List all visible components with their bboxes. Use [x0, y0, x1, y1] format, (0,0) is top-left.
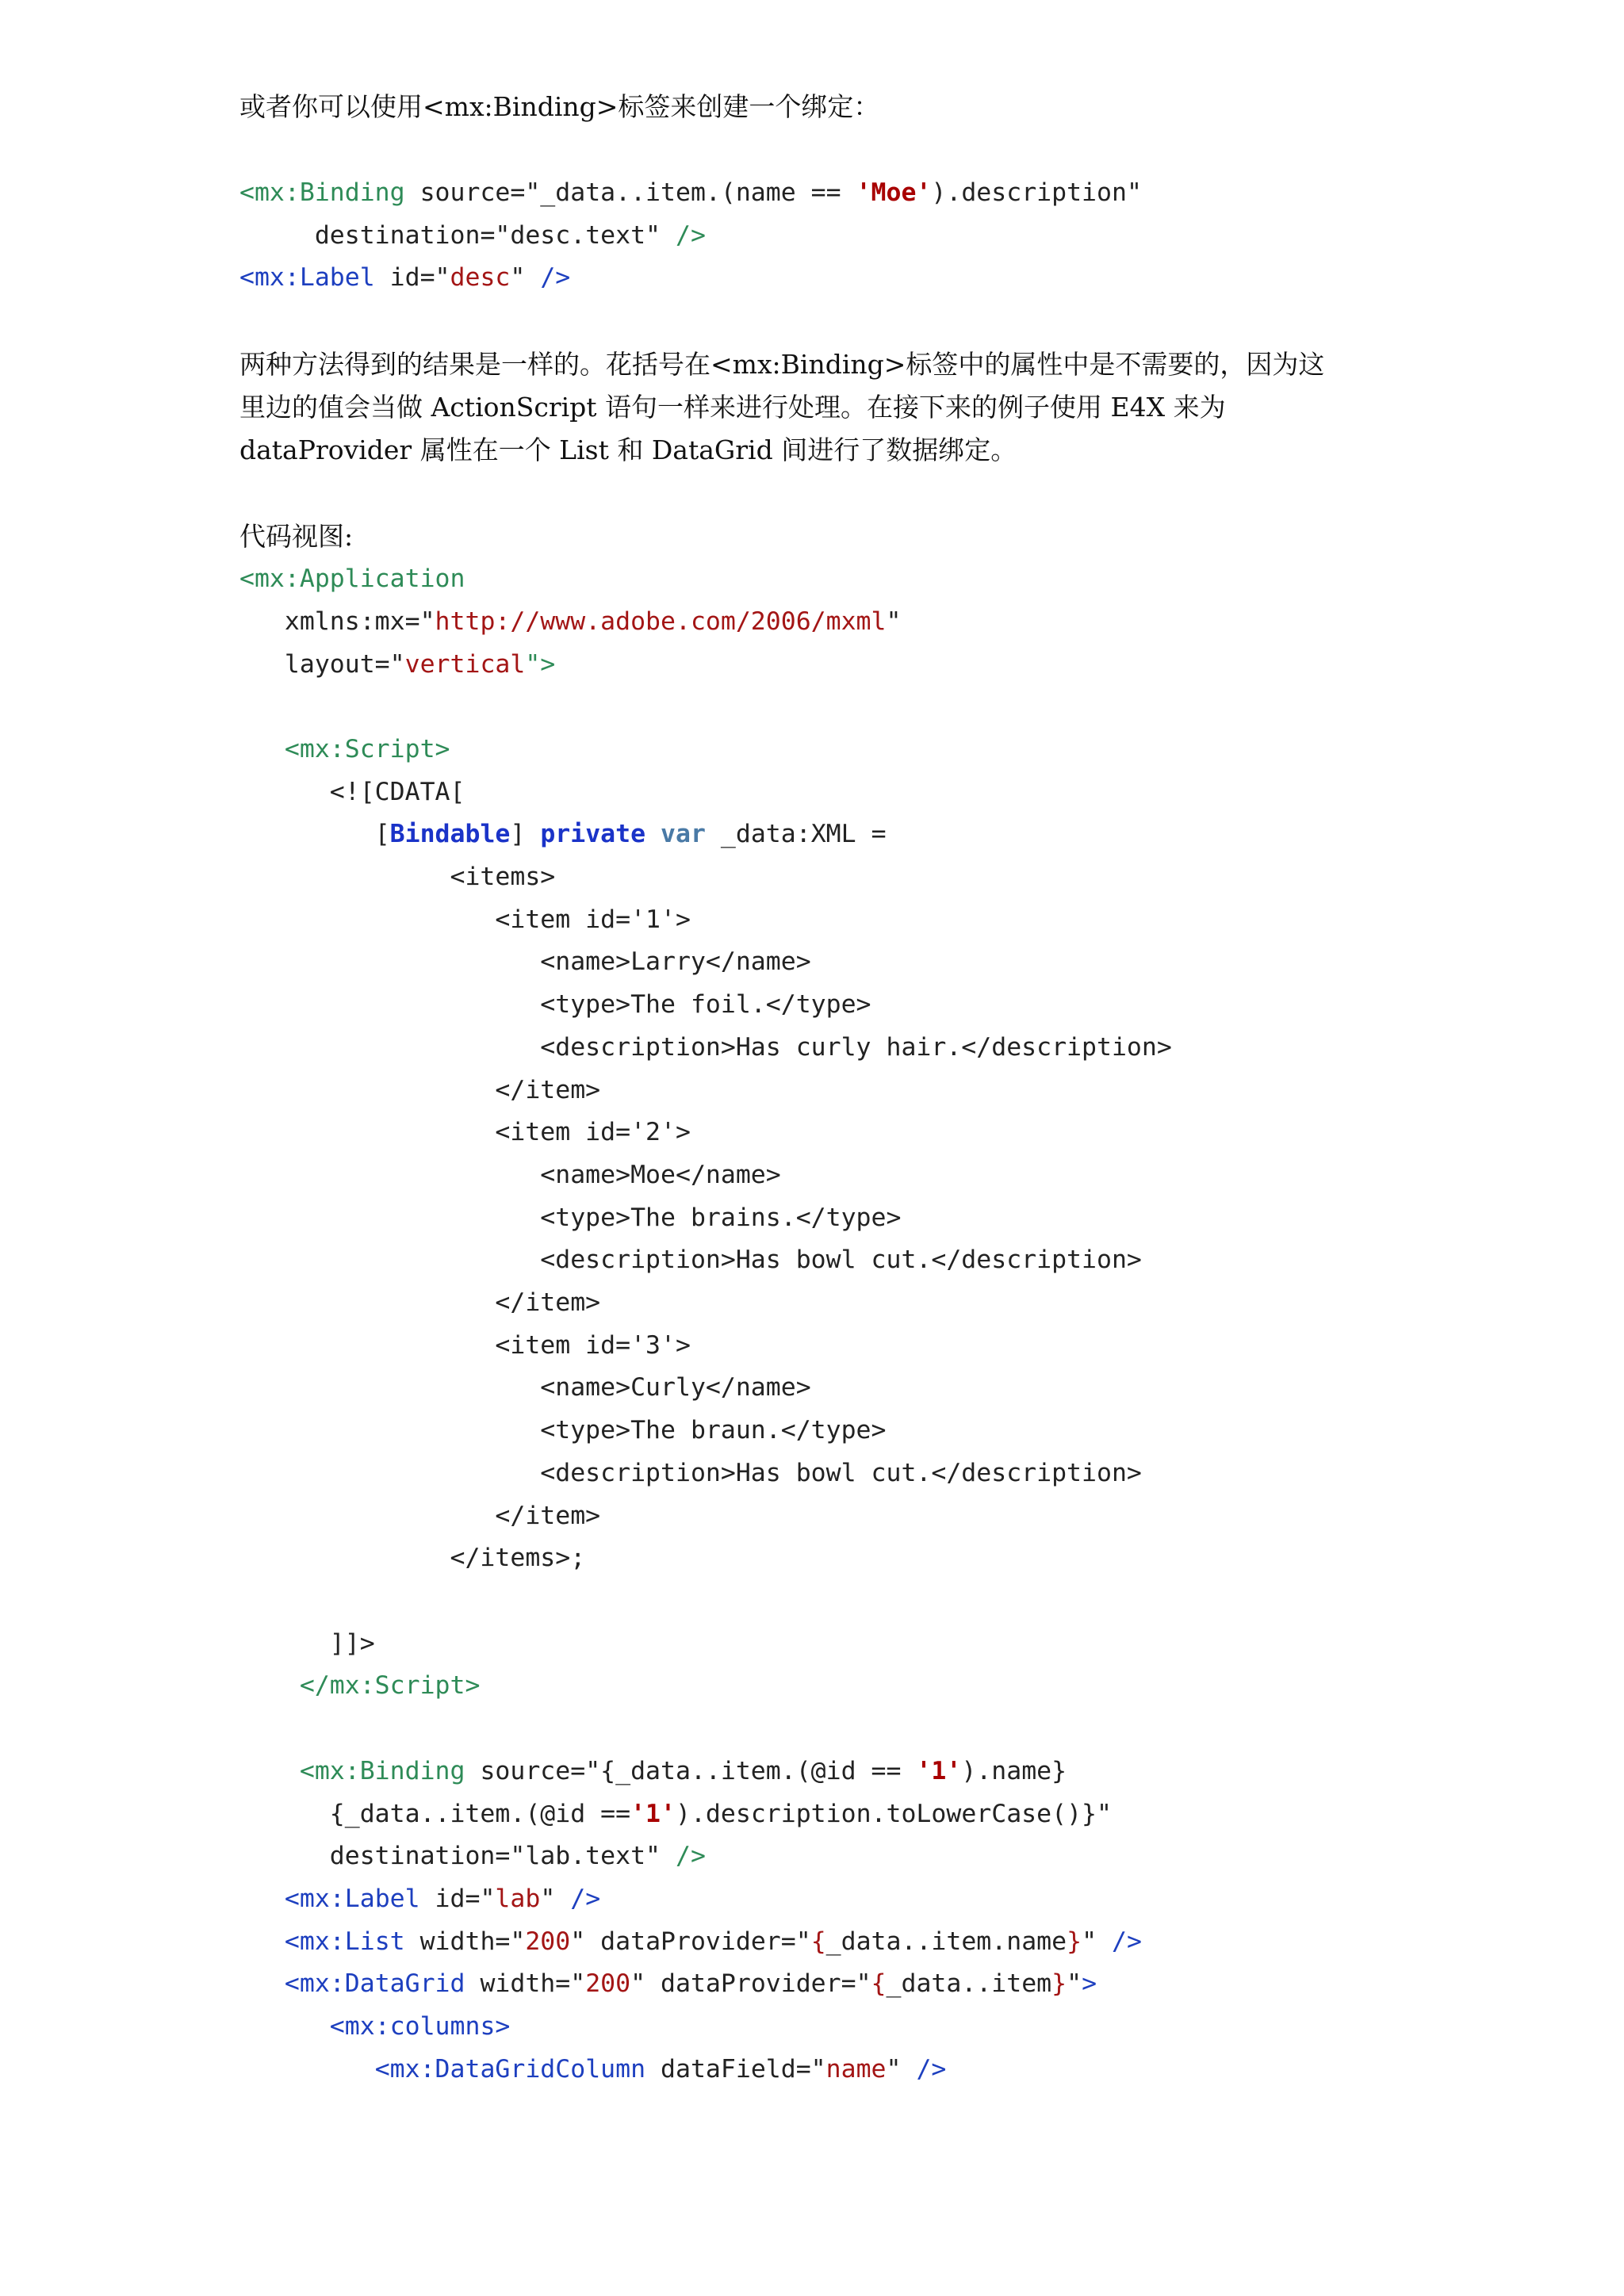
xml-data-block	[239, 856, 1413, 1580]
code-text: "	[1067, 1969, 1082, 1999]
code-text: "	[540, 1884, 571, 1913]
code-string: 200	[585, 1969, 631, 1999]
code-tag: />	[570, 1884, 601, 1913]
code-tag: />	[675, 1842, 706, 1871]
code-text: ]	[510, 820, 541, 849]
code-text: destination="lab.text"	[239, 1842, 676, 1871]
code-text: width="	[404, 1927, 526, 1956]
code-tag: />	[675, 220, 706, 250]
code-string: }	[1051, 1969, 1067, 1999]
spacer	[239, 300, 1413, 343]
code-text: xmlns:mx="	[239, 607, 435, 636]
code-tag: />	[916, 2054, 947, 2084]
code-tag: <mx:Binding	[299, 1756, 465, 1785]
xml-code-line: <description>Has bowl cut.</description>	[239, 1458, 1142, 1487]
code-text: {_data..item.(@id ==	[239, 1799, 631, 1828]
xml-code-line: <type>The braun.</type>	[239, 1416, 887, 1445]
code-indent	[239, 1969, 285, 1998]
code-tag: <mx:Binding	[239, 178, 405, 207]
code-snippet-binding	[239, 172, 1413, 300]
code-line	[239, 1623, 1413, 1666]
code-indent	[239, 820, 375, 848]
code-tag: />	[1112, 1927, 1142, 1956]
code-text: ).description.toLowerCase()}"	[676, 1799, 1112, 1828]
code-view-label: 代码视图:	[239, 521, 354, 553]
code-line	[239, 1751, 1413, 1793]
code-text: layout="	[239, 649, 405, 679]
code-blank-line	[239, 686, 1413, 729]
xml-code-line: <description>Has curly hair.</description>	[239, 1032, 1172, 1062]
code-string: lab	[495, 1884, 541, 1913]
code-line	[239, 172, 1413, 215]
code-text: dataField="	[645, 2054, 826, 2084]
code-text: id="	[374, 263, 450, 293]
code-string: 200	[525, 1927, 571, 1956]
code-string: }	[1067, 1927, 1082, 1956]
xml-code-line: <description>Has bowl cut.</description>	[239, 1246, 1142, 1275]
code-tag: <mx:DataGrid	[284, 1969, 465, 1999]
code-text: _data..item	[886, 1969, 1052, 1999]
code-text: "	[510, 263, 541, 293]
code-text: ).name}	[961, 1756, 1067, 1785]
xml-code-line: </items>;	[239, 1544, 586, 1573]
code-text: width="	[465, 1969, 586, 1999]
code-text: destination="desc.text"	[314, 220, 676, 250]
code-text: "	[1082, 1927, 1112, 1956]
code-keyword: var	[661, 820, 706, 849]
code-indent	[239, 1757, 300, 1785]
code-string: 'Moe'	[856, 178, 932, 207]
code-string: vertical	[404, 649, 526, 679]
code-tag: <mx:List	[284, 1927, 405, 1956]
xml-code-line: <name>Larry</name>	[239, 947, 811, 977]
code-string: http://www.adobe.com/2006/mxml	[435, 607, 887, 636]
spacer	[239, 472, 1413, 515]
code-indent	[239, 1885, 285, 1913]
paragraph-line: 两种方法得到的结果是一样的。花括号在<mx:Binding>标签中的属性中是不需要的，因为这	[239, 349, 1325, 381]
code-text: id="	[419, 1884, 496, 1913]
code-tag: <mx:Application	[239, 564, 465, 594]
code-tag: <mx:columns>	[329, 2012, 511, 2042]
code-line	[239, 2006, 1413, 2049]
code-indent	[239, 2012, 330, 2041]
xml-code-line: </item>	[239, 1501, 601, 1530]
code-line	[239, 644, 1413, 687]
code-text: " dataProvider="	[570, 1927, 811, 1956]
code-tag: ">	[525, 649, 556, 679]
code-text: source="{_data..item.(@id ==	[465, 1756, 917, 1785]
xml-code-line: </item>	[239, 1075, 601, 1104]
code-line	[239, 729, 1413, 771]
code-text: ]]>	[239, 1628, 375, 1658]
code-text: " dataProvider="	[630, 1969, 871, 1999]
code-indent	[239, 2055, 375, 2084]
code-text: [	[374, 820, 390, 849]
code-string: {	[810, 1927, 826, 1956]
xml-code-line: <name>Moe</name>	[239, 1160, 781, 1189]
code-tag: <mx:DataGridColumn	[374, 2054, 646, 2084]
code-tag: <mx:Label	[284, 1884, 420, 1913]
code-line	[239, 2049, 1413, 2091]
xml-code-line: <items>	[239, 863, 556, 892]
code-line	[239, 1835, 1413, 1878]
code-listing	[239, 558, 1413, 2091]
code-indent	[239, 221, 315, 250]
xml-code-line: <item id='2'>	[239, 1118, 691, 1147]
code-text: "	[886, 2054, 917, 2084]
code-indent	[239, 1927, 285, 1956]
code-line	[239, 771, 1413, 814]
code-tag: <mx:Label	[239, 263, 375, 293]
code-keyword: private	[540, 820, 646, 849]
code-string: desc	[450, 263, 511, 293]
code-text	[645, 820, 661, 848]
code-tag: />	[540, 263, 571, 293]
code-line	[239, 813, 1413, 856]
xml-code-line: <type>The brains.</type>	[239, 1203, 902, 1232]
code-tag: <mx:Script>	[239, 734, 450, 763]
code-blank-line	[239, 1580, 1413, 1623]
code-string: name	[825, 2054, 887, 2084]
code-blank-line	[239, 1708, 1413, 1751]
code-line	[239, 257, 1413, 300]
code-text: "	[886, 607, 902, 636]
code-line	[239, 1878, 1413, 1921]
code-line	[239, 215, 1413, 258]
explanation-paragraph	[239, 343, 1413, 472]
paragraph-line: dataProvider 属性在一个 List 和 DataGrid 间进行了数据绑定。	[239, 434, 1017, 466]
code-text: <![CDATA[	[239, 777, 465, 806]
code-tag: >	[1082, 1969, 1097, 1999]
spacer	[239, 128, 1413, 172]
xml-code-line: <type>The foil.</type>	[239, 990, 871, 1020]
intro-text: 或者你可以使用<mx:Binding>标签来创建一个绑定：	[239, 91, 880, 122]
code-line	[239, 1665, 1413, 1708]
code-text: source="_data..item.(name ==	[404, 178, 856, 207]
code-line	[239, 1921, 1413, 1964]
xml-code-line: <item id='1'>	[239, 905, 691, 934]
code-line	[239, 558, 1413, 601]
xml-code-line: <name>Curly</name>	[239, 1373, 811, 1402]
code-text: _data..item.name	[825, 1927, 1067, 1956]
code-text: _data:XML =	[705, 820, 887, 849]
xml-code-line: </item>	[239, 1288, 601, 1318]
code-tag: </mx:Script>	[239, 1671, 481, 1701]
xml-code-line: <item id='3'>	[239, 1330, 691, 1360]
code-keyword: Bindable	[389, 820, 511, 849]
code-line	[239, 1793, 1413, 1836]
code-line	[239, 1963, 1413, 2006]
code-string: '1'	[630, 1799, 676, 1828]
code-text: ).description"	[931, 178, 1142, 207]
paragraph-line: 里边的值会当做 ActionScript 语句一样来进行处理。在接下来的例子使用 E4X 来为	[239, 392, 1226, 423]
code-string: {	[871, 1969, 887, 1999]
code-line	[239, 601, 1413, 644]
document-page	[239, 86, 1413, 2091]
code-string: '1'	[916, 1756, 962, 1785]
